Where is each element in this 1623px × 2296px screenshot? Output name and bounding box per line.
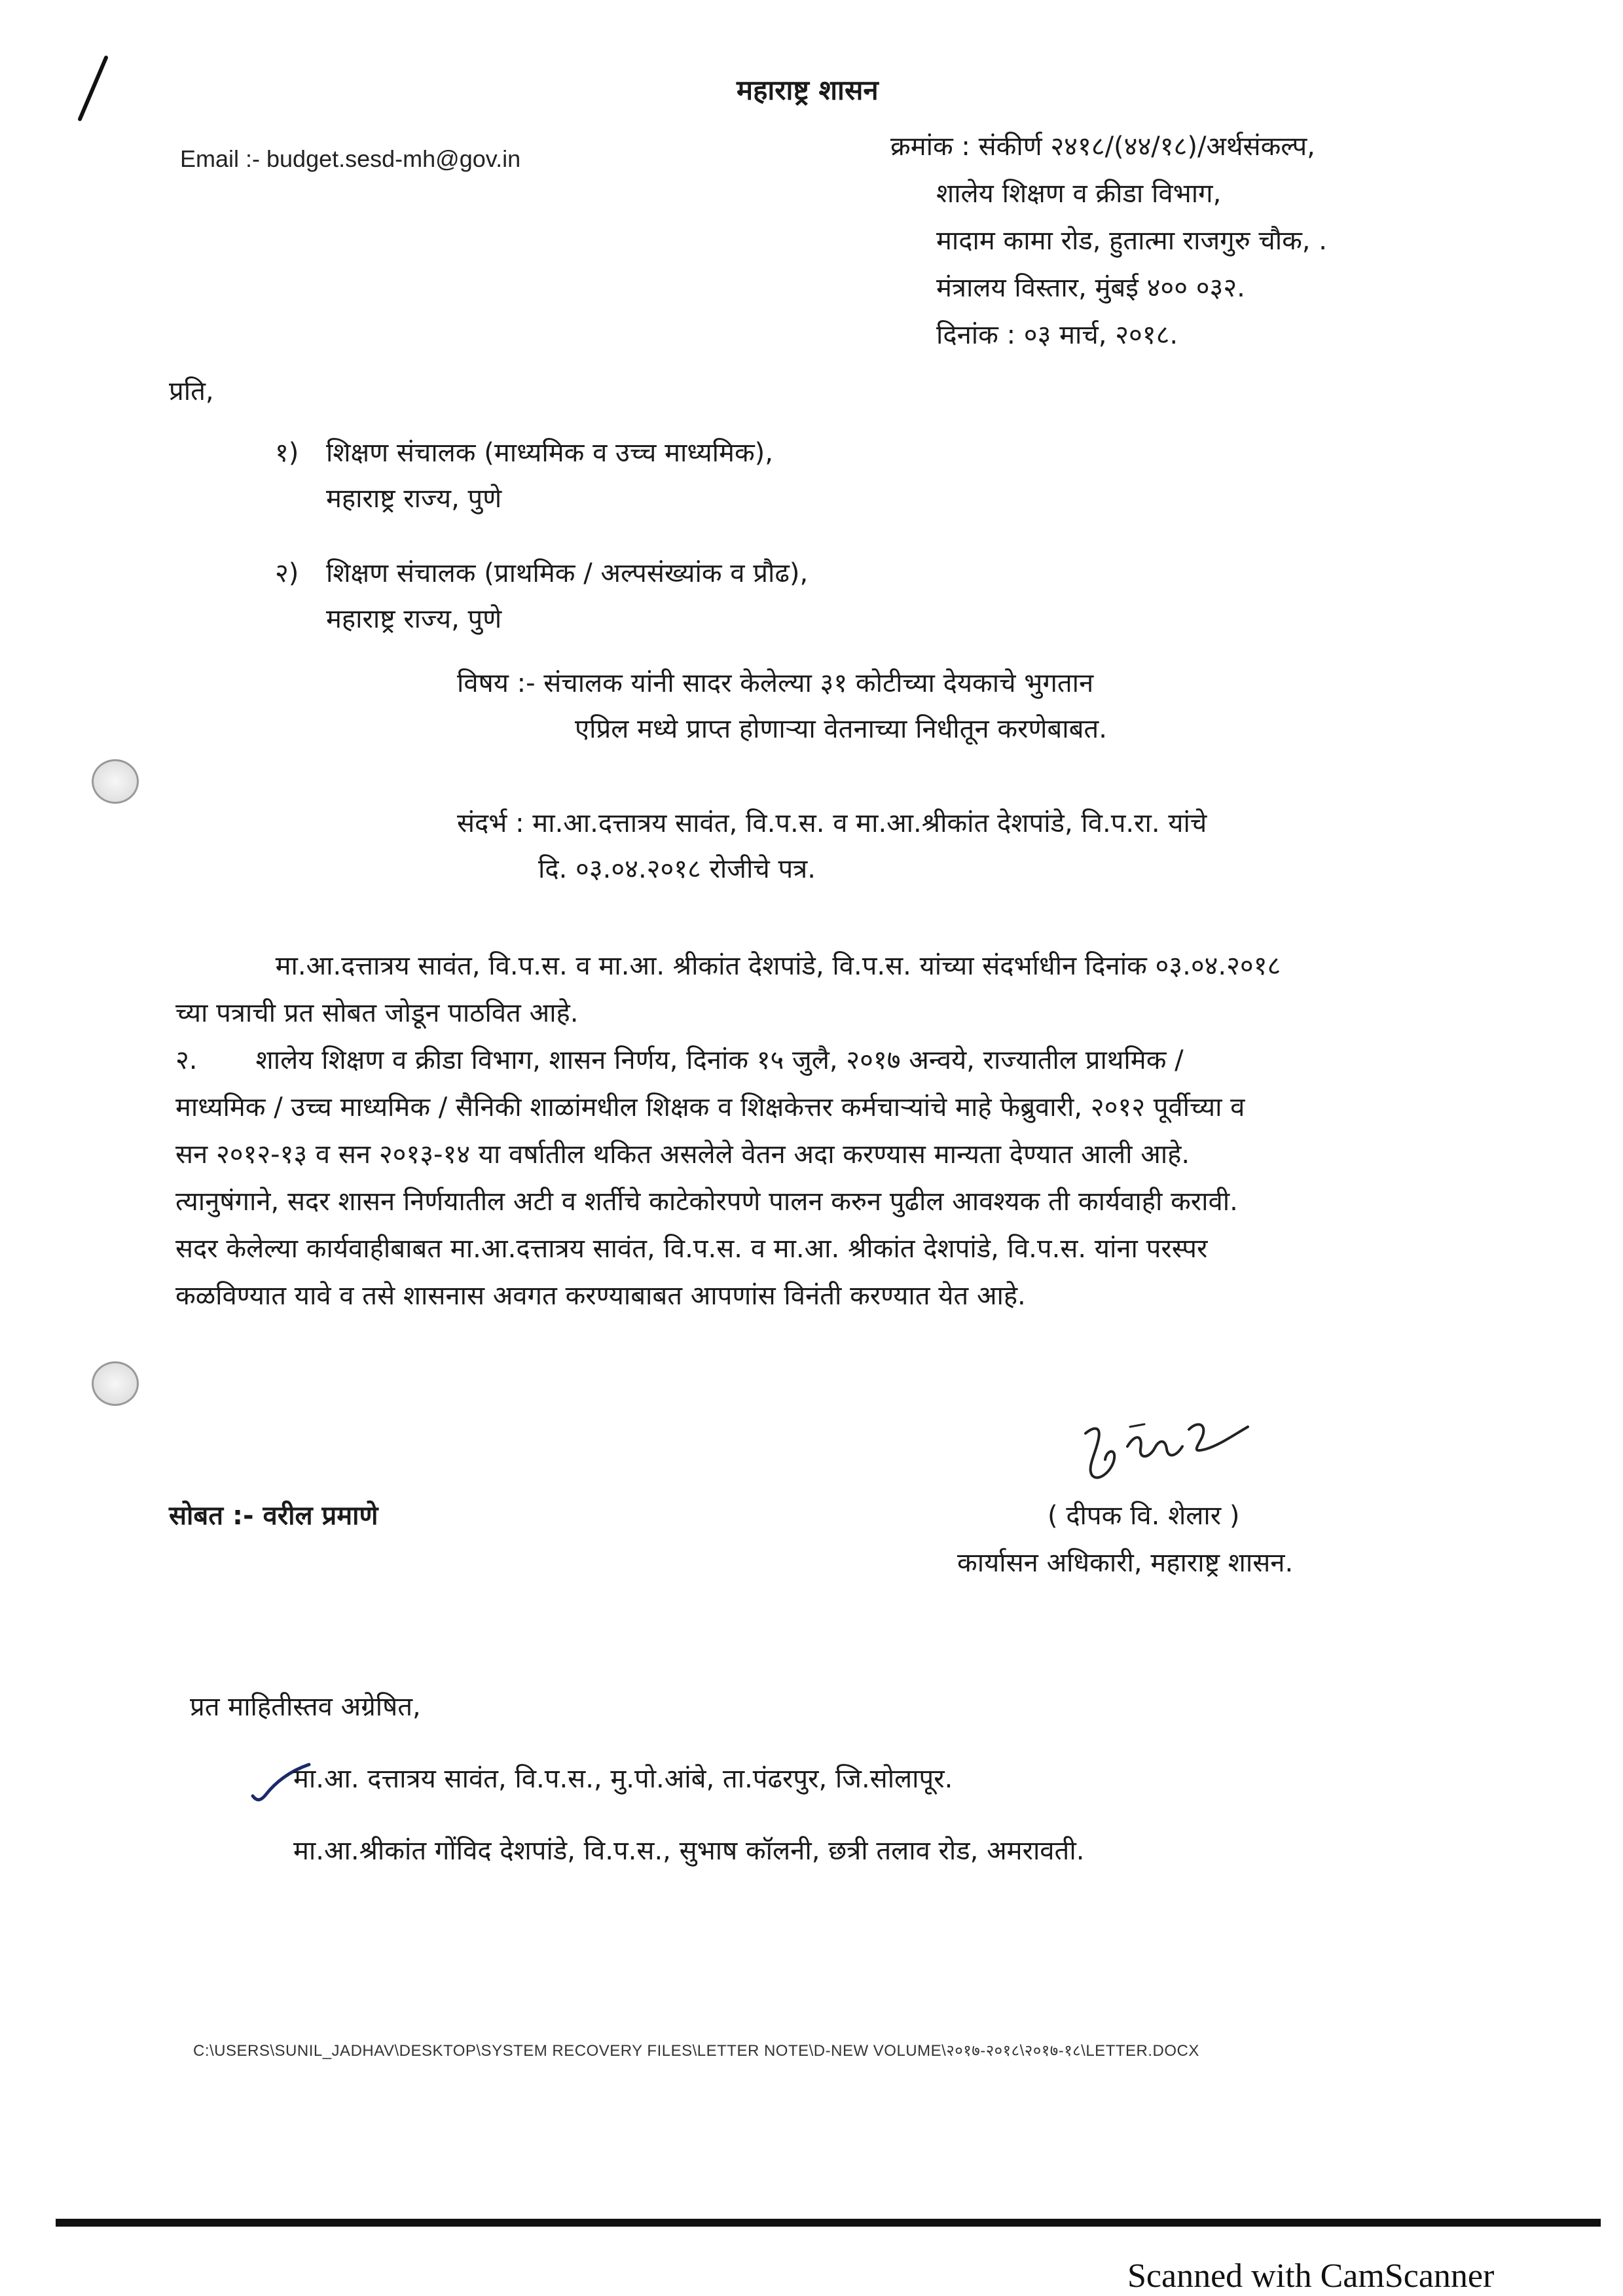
email-address: Email :- budget.sesd-mh@gov.in xyxy=(180,145,521,172)
bottom-divider xyxy=(56,2219,1601,2227)
page-title: महाराष्ट्र शासन xyxy=(737,74,879,106)
letter-body xyxy=(175,942,1504,1319)
punch-hole xyxy=(92,1361,139,1406)
punch-hole xyxy=(92,759,139,804)
address-line-1: मादाम कामा रोड, हुतात्मा राजगुरु चौक, . xyxy=(936,226,1327,256)
recipient-line: महाराष्ट्र राज्य, पुणे xyxy=(326,604,502,634)
department-name: शालेय शिक्षण व क्रीडा विभाग, xyxy=(936,179,1222,209)
recipient-number: १) xyxy=(275,438,299,468)
recipient-line: महाराष्ट्र राज्य, पुणे xyxy=(326,484,502,514)
body-line: २. शालेय शिक्षण व क्रीडा विभाग, शासन निर्णय, दिनांक १५ जुलै, २०१७ अन्वये, राज्यातील प्राथमिक / xyxy=(175,1045,1184,1075)
copy-to-label: प्रत माहितीस्तव अग्रेषित, xyxy=(190,1692,421,1722)
copy-recipient: मा.आ. दत्तात्रय सावंत, वि.प.स., मु.पो.आंबे, ता.पंढरपुर, जि.सोलापूर. xyxy=(293,1764,953,1794)
body-line: च्या पत्राची प्रत सोबत जोडून पाठवित आहे. xyxy=(175,998,579,1028)
subject-line: विषय :- संचालक यांनी सादर केलेल्या ३१ कोटीच्या देयकाचे भुगतान xyxy=(457,668,1094,698)
signature xyxy=(1067,1407,1264,1492)
reference-number: क्रमांक : संकीर्ण २४१८/(४४/१८)/अर्थसंकल्प, xyxy=(890,132,1315,162)
body-line: सदर केलेल्या कार्यवाहीबाबत मा.आ.दत्तात्रय सावंत, वि.प.स. व मा.आ. श्रीकांत देशपांडे, वि.प.स. यांना परस्पर xyxy=(175,1234,1208,1264)
copy-recipient: मा.आ.श्रीकांत गोंविद देशपांडे, वि.प.स., सुभाष कॉलनी, छत्री तलाव रोड, अमरावती. xyxy=(293,1836,1085,1866)
to-label: प्रति, xyxy=(169,376,214,406)
signatory-name: ( दीपक वि. शेलार ) xyxy=(1048,1501,1240,1531)
body-line: मा.आ.दत्तात्रय सावंत, वि.प.स. व मा.आ. श्रीकांत देशपांडे, वि.प.स. यांच्या संदर्भाधीन दिनांक ०३.०४.२०१८ xyxy=(175,951,1281,981)
signatory-designation: कार्यासन अधिकारी, महाराष्ट्र शासन. xyxy=(957,1548,1294,1578)
body-line: माध्यमिक / उच्च माध्यमिक / सैनिकी शाळांमधील शिक्षक व शिक्षकेत्तर कर्मचाऱ्यांचे माहे फेब्रुवारी, २०१२ पूर्वीच्या व xyxy=(175,1092,1245,1122)
pen-mark xyxy=(65,52,118,124)
body-line: सन २०१२-१३ व सन २०१३-१४ या वर्षातील थकित असलेले वेतन अदा करण्यास मान्यता देण्यात आली आहे. xyxy=(175,1139,1190,1170)
recipient-line: शिक्षण संचालक (प्राथमिक / अल्पसंख्यांक व प्रौढ), xyxy=(326,558,809,588)
letter-date: दिनांक : ०३ मार्च, २०१८. xyxy=(936,320,1178,350)
reference-line: दि. ०३.०४.२०१८ रोजीचे पत्र. xyxy=(538,854,816,884)
body-line: त्यानुषंगाने, सदर शासन निर्णयातील अटी व शर्तीचे काटेकोरपणे पालन करुन पुढील आवश्यक ती कार्यवाही करावी. xyxy=(175,1187,1238,1217)
file-path-footer: C:\USERS\SUNIL_JADHAV\DESKTOP\SYSTEM RECOVERY FILES\LETTER NOTE\D-NEW VOLUME\२०१७-२०१८\२०१७-१८\LETTER.DOCX xyxy=(193,2042,1199,2060)
reference-line: संदर्भ : मा.आ.दत्तात्रय सावंत, वि.प.स. व मा.आ.श्रीकांत देशपांडे, वि.प.रा. यांचे xyxy=(457,808,1207,838)
recipient-number: २) xyxy=(275,558,299,588)
address-line-2: मंत्रालय विस्तार, मुंबई ४०० ०३२. xyxy=(936,273,1245,303)
scanner-watermark: Scanned with CamScanner xyxy=(1127,2257,1495,2295)
recipient-line: शिक्षण संचालक (माध्यमिक व उच्च माध्यमिक), xyxy=(326,438,773,468)
body-line: कळविण्यात यावे व तसे शासनास अवगत करण्याबाबत आपणांस विनंती करण्यात येत आहे. xyxy=(175,1281,1026,1311)
subject-line: एप्रिल मध्ये प्राप्त होणाऱ्या वेतनाच्या निधीतून करणेबाबत. xyxy=(575,714,1107,744)
enclosure-note: सोबत :- वरील प्रमाणे xyxy=(169,1501,378,1531)
